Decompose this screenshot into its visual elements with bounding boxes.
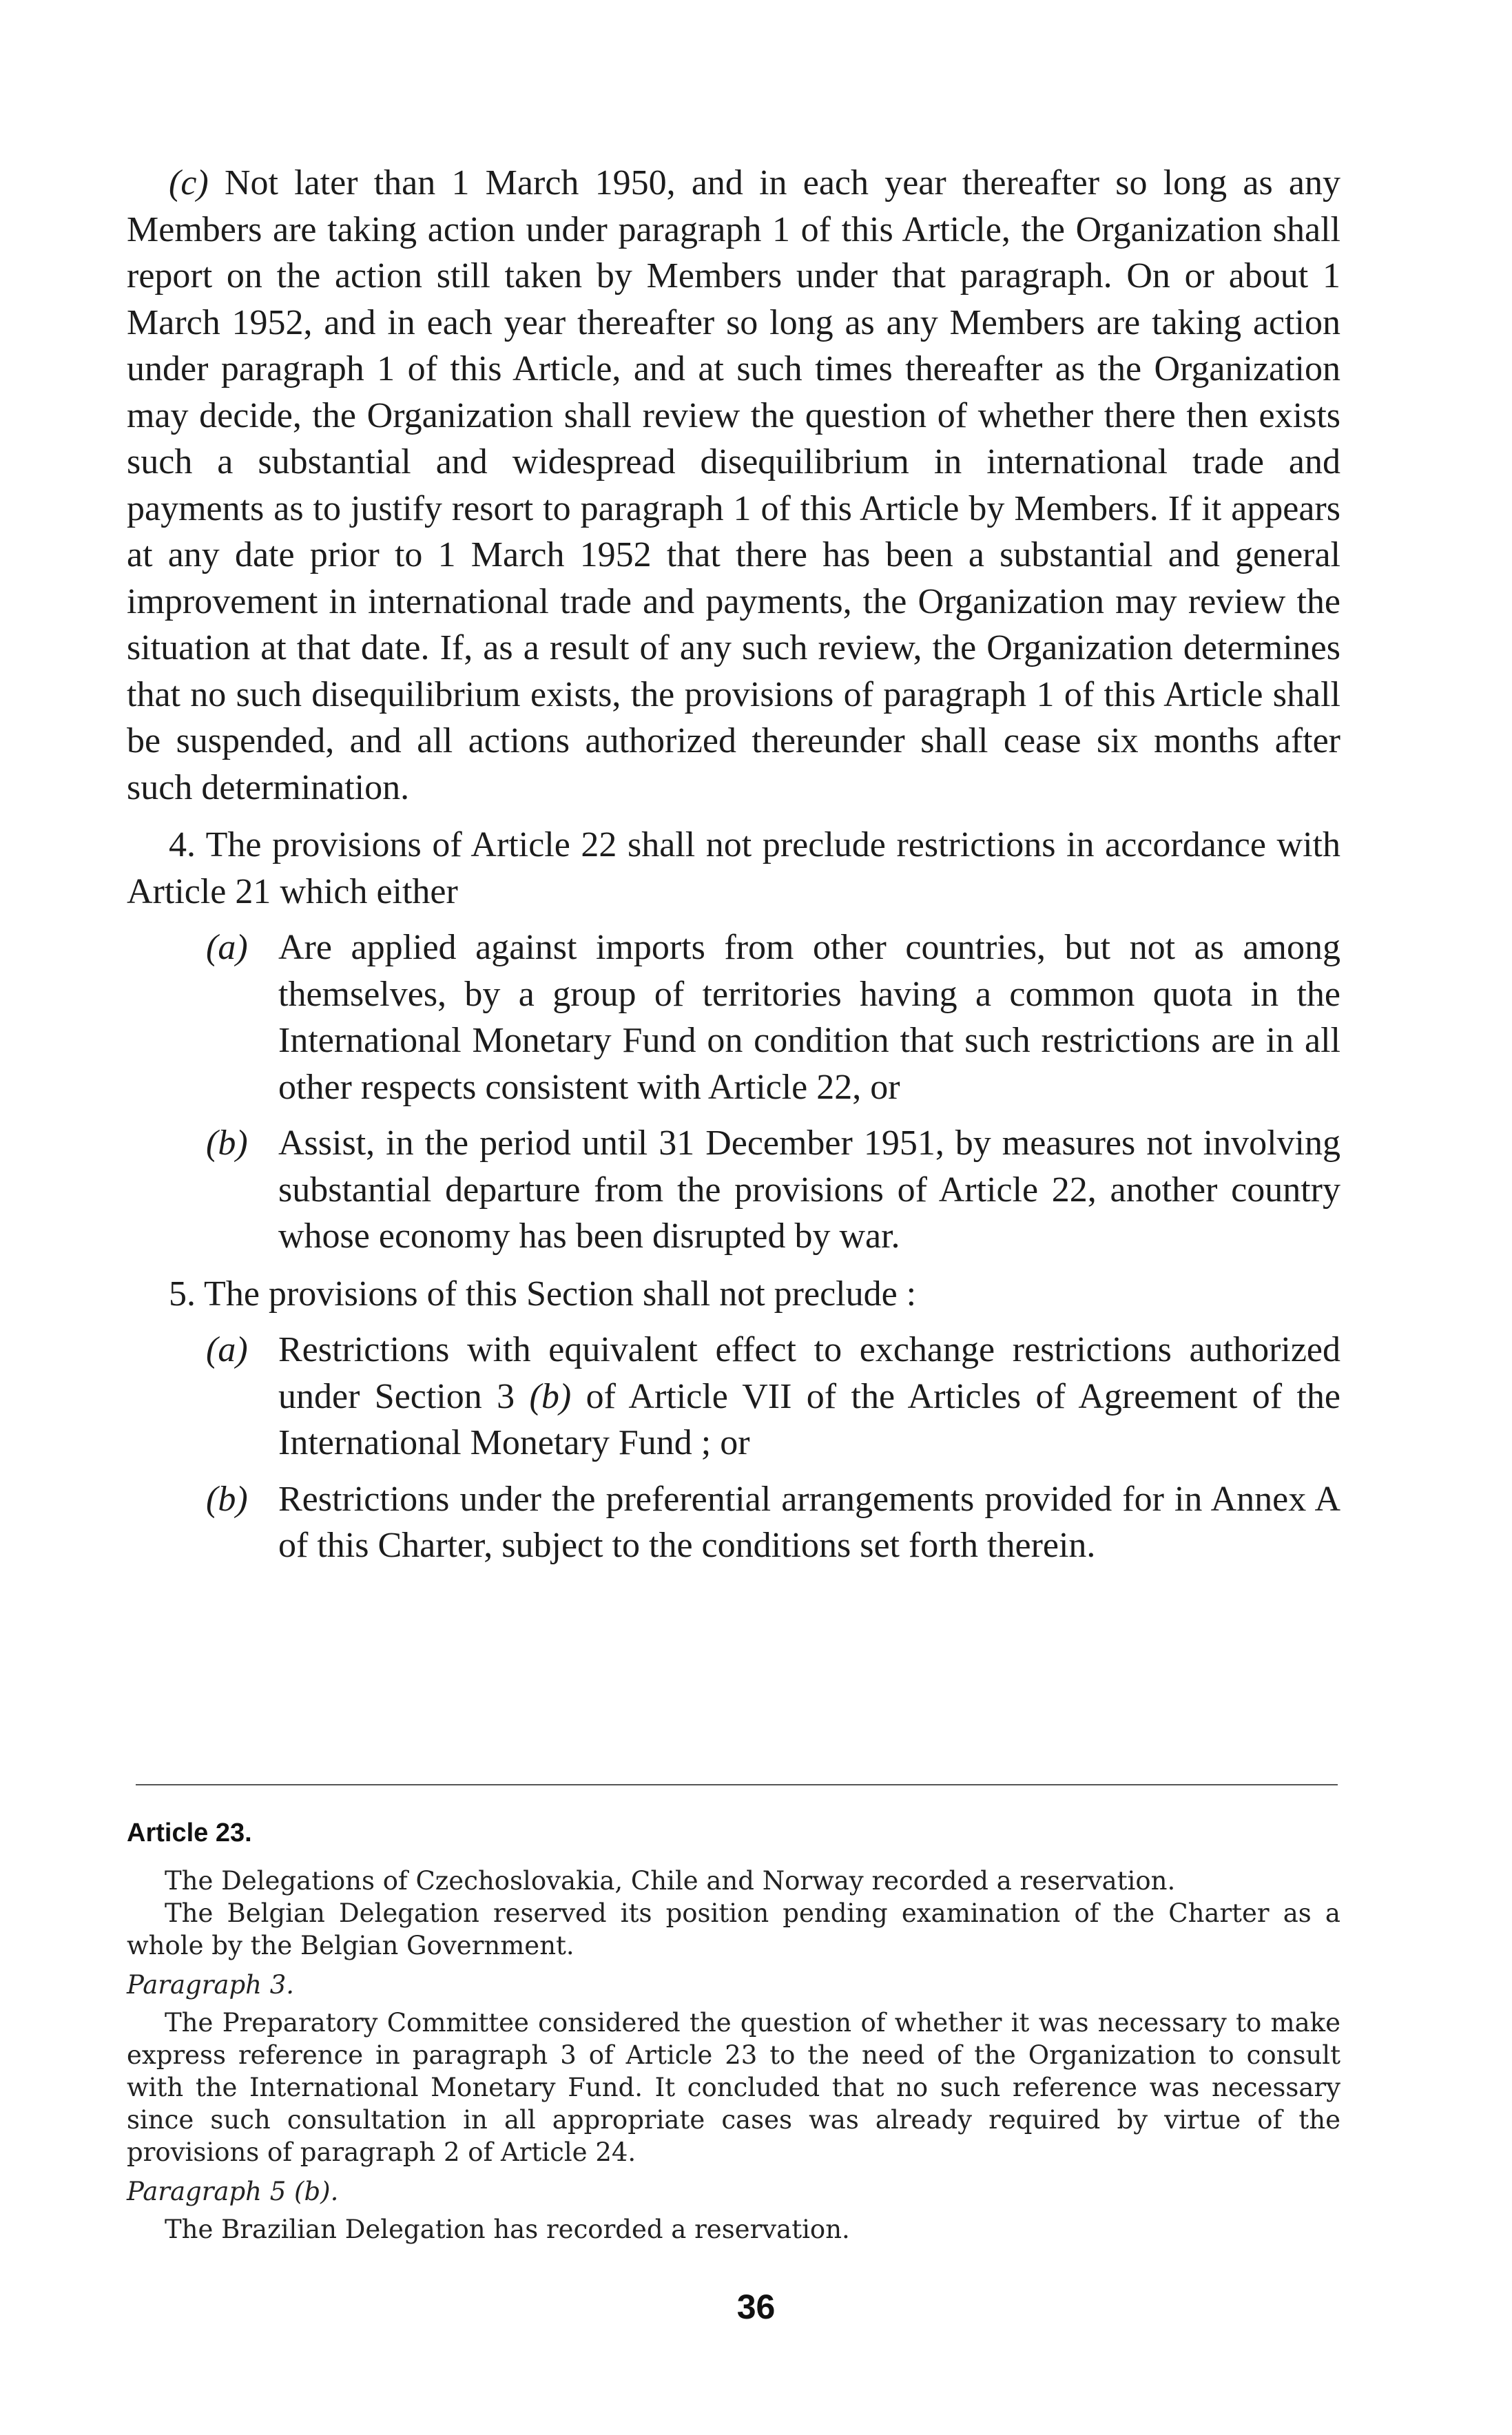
paragraph-5a-text-before: Restrictions with equivalent effect to exchange restrictions authorized under Section 3 (278, 1330, 1340, 1416)
footnote-line-2: The Belgian Delegation reserved its position pending examination of the Charter as a whole by the Belgian Government. (127, 1898, 1340, 1960)
paragraph-5a-inline-label: (b) (529, 1376, 572, 1416)
footnote-paragraph-5b-text: The Brazilian Delegation has recorded a reservation. (165, 2215, 850, 2244)
paragraph-5a-label: (a) (206, 1330, 248, 1369)
paragraph-4a-label: (a) (206, 928, 248, 967)
footnote-paragraph-3-text: The Preparatory Committee considered the question of whether it was necessary to make express reference in paragraph 3 of Article 23 to the need of the Organization to consult with the International Monetary Fund. It concluded that no such reference was necessary since such consultation in all appropriate cases was already required by virtue of the provisions of paragraph 2 of Article 24. (127, 2008, 1340, 2167)
paragraph-5b-label: (b) (206, 1479, 248, 1519)
footnote-line-1: The Delegations of Czechoslovakia, Chile and Norway recorded a reservation. (165, 1866, 1176, 1896)
paragraph-3c (127, 160, 1340, 811)
footnotes (127, 1817, 1340, 2246)
paragraph-4-intro: 4. The provisions of Article 22 shall not preclude restrictions in accordance with Article 21 which either (127, 825, 1340, 911)
paragraph-3c-text: Not later than 1 March 1950, and in each year thereafter so long as any Members are taking action under paragraph 1 of this Article, the Organization shall report on the action still taken by Members under that paragraph. On or about 1 March 1952, and in each year thereafter so long as any Members are taking action under paragraph 1 of this Article, and at such times thereafter as the Organization may decide, the Organization shall review the question of whether there then exists such a substantial and widespread disequilibrium in international trade and payments as to justify resort to paragraph 1 of this Article by Members. If it appears at any date prior to 1 March 1952 that there has been a substantial and general improvement in international trade and payments, the Organization may review the situation at that date. If, as a result of any such review, the Organization determines that no such disequilibrium exists, the provisions of paragraph 1 of this Article shall be suspended, and all actions authorized thereunder shall cease six months after such determination. (127, 163, 1340, 807)
paragraph-5b (127, 1476, 1340, 1569)
paragraph-4b (127, 1120, 1340, 1260)
footnote-heading: Article 23. (127, 1819, 252, 1847)
footnote-divider (136, 1784, 1338, 1785)
paragraph-4a-text: Are applied against imports from other countries, but not as among themselves, by a group of territories having a common quota in the International Monetary Fund on condition that such restrictions are in all other respects consistent with Article 22, or (278, 928, 1340, 1107)
paragraph-5a-text-after: of Article VII of the Articles of Agreement of the International Monetary Fund ; or (278, 1376, 1341, 1462)
paragraph-5a-text (278, 1327, 1340, 1467)
paragraph-4b-text: Assist, in the period until 31 December 1951, by measures not involving substantial departure from the provisions of Article 22, another country whose economy has been disrupted by war. (278, 1123, 1340, 1256)
main-text-body (127, 160, 1340, 1569)
paragraph-4a (127, 924, 1340, 1110)
footnote-subheading-paragraph-3: Paragraph 3. (127, 1970, 295, 2000)
paragraph-3c-label: (c) (169, 163, 209, 203)
footnote-subheading-paragraph-5b: Paragraph 5 (b). (127, 2177, 339, 2206)
paragraph-5-intro: 5. The provisions of this Section shall not preclude : (169, 1274, 917, 1314)
paragraph-4b-label: (b) (206, 1123, 248, 1163)
paragraph-5b-text: Restrictions under the preferential arrangements provided for in Annex A of this Charter, subject to the conditions set forth therein. (278, 1479, 1340, 1565)
paragraph-5a (127, 1327, 1340, 1467)
page-number: 36 (736, 2288, 776, 2326)
